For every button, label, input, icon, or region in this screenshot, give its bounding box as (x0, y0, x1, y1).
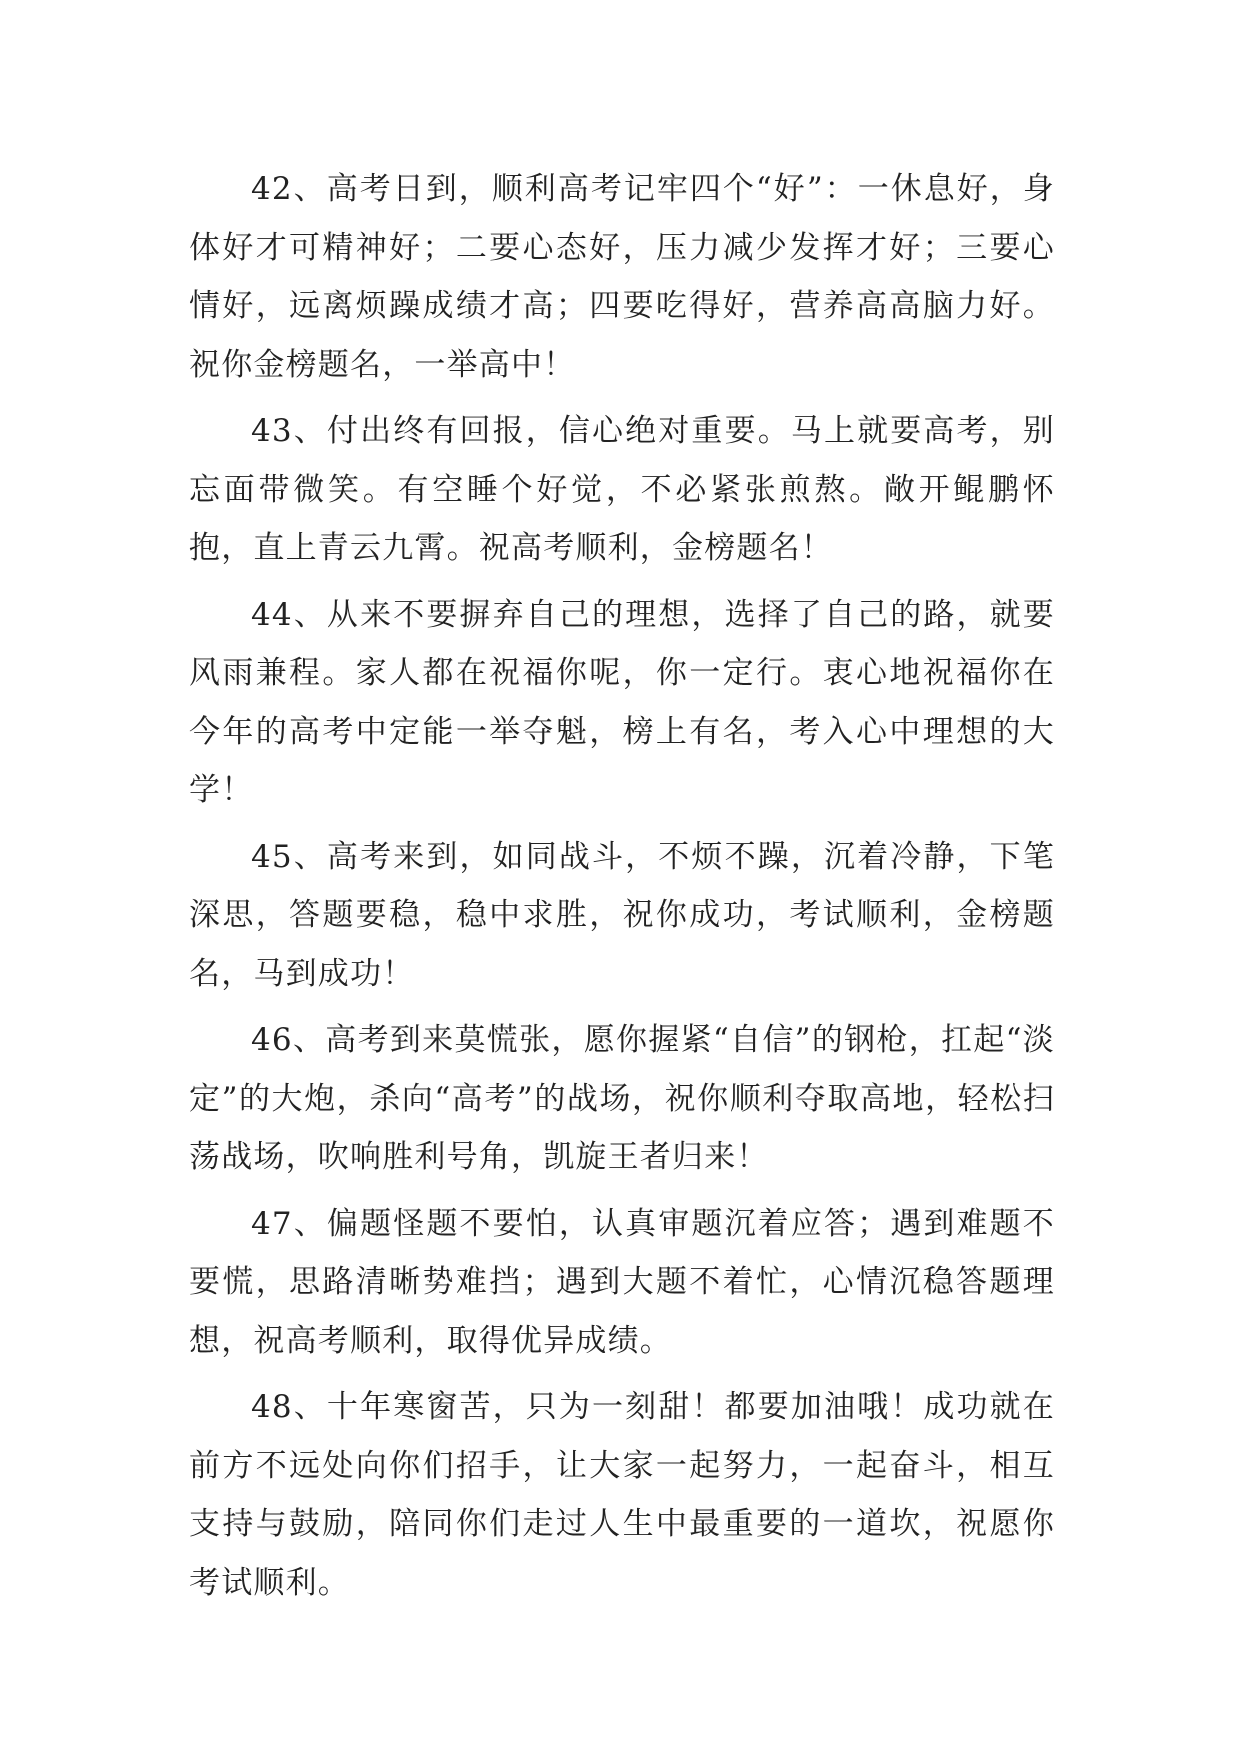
paragraph-number: 43 (251, 413, 293, 449)
paragraph-text: 、偏题怪题不要怕，认真审题沉着应答；遇到难题不要慌，思路清晰势难挡；遇到大题不着忙，心情沉稳答题理想，祝高考顺利，取得优异成绩。 (189, 1205, 1055, 1359)
paragraph-number: 48 (251, 1389, 293, 1425)
paragraph-48 (189, 1378, 1055, 1612)
paragraph-text: 、从来不要摒弃自己的理想，选择了自己的路，就要风雨兼程。家人都在祝福你呢，你一定行。衷心地祝福你在今年的高考中定能一举夺魁，榜上有名，考入心中理想的大学！ (189, 596, 1055, 808)
paragraph-number: 44 (251, 596, 293, 633)
paragraph-number: 47 (251, 1205, 293, 1242)
paragraph-45 (189, 828, 1055, 1004)
paragraph-44 (189, 586, 1055, 820)
paragraph-text: 、付出终有回报，信心绝对重要。马上就要高考，别忘面带微笑。有空睡个好觉，不必紧张煎熬。敞开鲲鹏怀抱，直上青云九霄。祝高考顺利，金榜题名！ (189, 413, 1055, 566)
paragraph-number: 45 (251, 838, 293, 875)
paragraph-42 (189, 160, 1055, 394)
paragraph-number: 46 (251, 1022, 293, 1058)
paragraph-46 (189, 1011, 1055, 1187)
document-body (189, 160, 1055, 1620)
paragraph-text: 、高考到来莫慌张，愿你握紧“自信”的钢枪，扛起“淡定”的大炮，杀向“高考”的战场，祝你顺利夺取高地，轻松扫荡战场，吹响胜利号角，凯旋王者归来！ (189, 1022, 1055, 1175)
paragraph-43 (189, 402, 1055, 578)
paragraph-text: 、十年寒窗苦，只为一刻甜！都要加油哦！成功就在前方不远处向你们招手，让大家一起努力，一起奋斗，相互支持与鼓励，陪同你们走过人生中最重要的一道坎，祝愿你考试顺利。 (189, 1389, 1055, 1601)
paragraph-text: 、高考来到，如同战斗，不烦不躁，沉着冷静，下笔深思，答题要稳，稳中求胜，祝你成功，考试顺利，金榜题名，马到成功！ (189, 838, 1055, 992)
paragraph-text: 、高考日到，顺利高考记牢四个“好”：一休息好，身体好才可精神好；二要心态好，压力减少发挥才好；三要心情好，远离烦躁成绩才高；四要吃得好，营养高高脑力好。祝你金榜题名，一举高中！ (189, 171, 1055, 383)
paragraph-number: 42 (251, 171, 293, 207)
paragraph-47 (189, 1195, 1055, 1371)
